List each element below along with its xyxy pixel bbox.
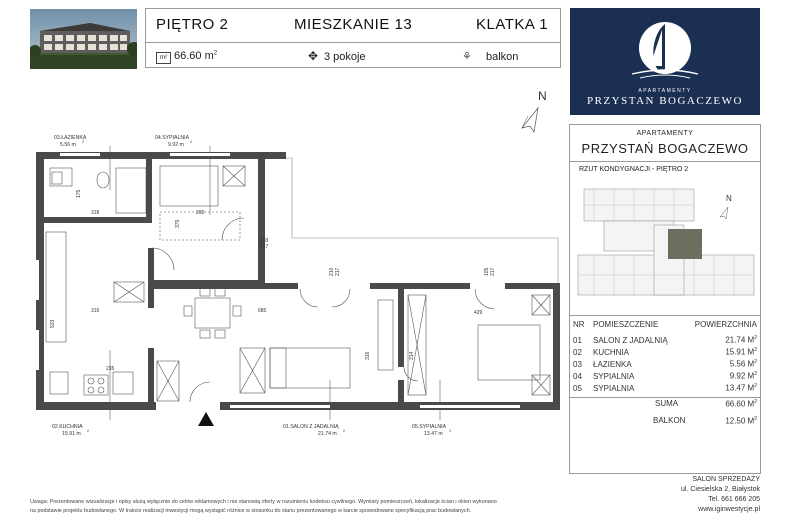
walls bbox=[36, 152, 560, 410]
dim-217a: 217 bbox=[260, 244, 269, 250]
label-sypialnia-05: 05.SYPIALNIA bbox=[412, 424, 447, 430]
north-label: N bbox=[538, 89, 547, 103]
logo-small-text: APARTAMENTY bbox=[638, 88, 692, 94]
label-kuchnia-area: 15.91 m bbox=[62, 431, 81, 437]
label-sypialnia-05-sup: 2 bbox=[449, 429, 451, 433]
mini-building-plan bbox=[574, 185, 758, 309]
table-row bbox=[573, 358, 757, 370]
sales-line-3: Tel. 661 666 205 bbox=[708, 496, 760, 503]
row-nr: 04 bbox=[573, 371, 582, 381]
highlighted-unit bbox=[668, 229, 702, 259]
table-row bbox=[573, 382, 757, 394]
door-icon bbox=[152, 248, 174, 270]
label-kuchnia-sup: 2 bbox=[87, 429, 89, 433]
dim-103: 103 bbox=[260, 238, 269, 244]
mini-north-icon bbox=[720, 207, 728, 219]
toilet-icon bbox=[97, 172, 109, 188]
kitchen-counter-icon bbox=[46, 232, 66, 342]
wardrobe-icon bbox=[378, 300, 393, 370]
label-kuchnia: 02.KUCHNIA bbox=[52, 424, 83, 430]
balcony-row-label: BALKON bbox=[653, 416, 686, 425]
label-lazienka: 03.ŁAZIENKA bbox=[54, 135, 87, 141]
dim-175: 175 bbox=[76, 189, 82, 198]
panel-title: PRZYSTAŃ BOGACZEWO bbox=[581, 141, 749, 156]
label-salon: 01.SALON Z JADALNIĄ bbox=[283, 424, 339, 430]
sales-line-2: ul. Ciesielska 2, Białystok bbox=[681, 486, 760, 493]
mini-north-label: N bbox=[726, 194, 732, 203]
balcony-icon: ⚘ bbox=[462, 51, 472, 63]
area-icon: m² bbox=[156, 52, 171, 64]
building-photo bbox=[30, 9, 137, 69]
bed-04-icon bbox=[160, 166, 218, 206]
row-name: KUCHNIA bbox=[593, 347, 630, 357]
balcony-row-value-text: 12.50 M bbox=[725, 416, 755, 426]
row-area-sup: 2 bbox=[754, 383, 757, 390]
panel-subtitle: APARTAMENTY bbox=[636, 130, 694, 137]
dim-685: 685 bbox=[258, 308, 267, 314]
balcony-label: balkon bbox=[486, 51, 519, 63]
sum-value-sup: 2 bbox=[754, 399, 757, 405]
sum-label: SUMA bbox=[655, 399, 679, 408]
dim-210: 210 bbox=[329, 267, 335, 276]
row-area: 21.74 M bbox=[725, 335, 755, 345]
row-area: 9.92 M bbox=[729, 371, 755, 381]
dining-table-icon bbox=[195, 298, 230, 328]
sales-line-1: SALON SPRZEDAŻY bbox=[692, 476, 760, 483]
disclaimer bbox=[30, 498, 570, 516]
balcony-row-value bbox=[725, 416, 757, 426]
row-nr: 03 bbox=[573, 359, 582, 369]
col-room: POMIESZCZENIE bbox=[593, 319, 659, 329]
floor-plan bbox=[0, 80, 565, 440]
dim-314: 314 bbox=[409, 351, 415, 360]
col-area: POWIERZCHNIA bbox=[694, 319, 757, 329]
stove-icon bbox=[84, 375, 108, 395]
table-row bbox=[573, 334, 757, 346]
sofa-icon bbox=[270, 348, 350, 388]
row-area-sup: 2 bbox=[754, 335, 757, 342]
dim-375: 375 bbox=[175, 219, 181, 228]
area-value-sup: 2 bbox=[213, 50, 218, 57]
col-nr: NR bbox=[573, 319, 585, 329]
bed-05-icon bbox=[478, 325, 540, 380]
row-area: 13.47 M bbox=[725, 383, 755, 393]
row-area-sup: 2 bbox=[754, 371, 757, 378]
label-salon-area: 21.74 m bbox=[318, 431, 337, 437]
dim-235: 235 bbox=[106, 366, 115, 372]
dim-318: 318 bbox=[91, 210, 100, 216]
staircase-label: KLATKA 1 bbox=[476, 16, 549, 33]
logo-panel bbox=[570, 8, 760, 115]
dim-265: 265 bbox=[196, 210, 205, 216]
dim-105: 105 bbox=[484, 267, 490, 276]
balcony-row-value-sup: 2 bbox=[754, 416, 757, 422]
balcony-outline bbox=[264, 158, 558, 285]
floor-label: PIĘTRO 2 bbox=[156, 16, 229, 33]
sum-value bbox=[725, 399, 757, 409]
room-table bbox=[573, 318, 757, 394]
table-row bbox=[573, 346, 757, 358]
label-sypialnia-05-area: 13.47 m bbox=[424, 431, 443, 437]
rooms-value: 3 pokoje bbox=[324, 51, 366, 63]
disclaimer-line-2: na podstawie projektu budowlanego. W trakcie realizacji inwestycji mogą wystąpić różnice w stosunku do stanu prezentowanego w karcie spowodowane specyfikacją prac budowlanych. bbox=[30, 508, 472, 514]
area-value-text: 66.60 m bbox=[174, 50, 214, 62]
info-panel bbox=[569, 124, 761, 474]
dim-217b: 217 bbox=[335, 267, 341, 276]
label-sypialnia-04-area: 9.92 m bbox=[168, 142, 184, 148]
sum-value-text: 66.60 M bbox=[725, 399, 755, 409]
header-box bbox=[145, 8, 561, 68]
disclaimer-line-1: Uwaga: Prezentowane wizualizacje i opisy służą wyłącznie do celów reklamowych i nie stanowią oferty w rozumieniu kodeksu cywilnego. Wymiary pomieszczeń, lokalizacje ścian i okien wykonano bbox=[30, 499, 497, 505]
rooms-icon: ✥ bbox=[308, 49, 319, 63]
entrance-arrow-icon bbox=[198, 412, 214, 426]
label-sypialnia-04-sup: 2 bbox=[190, 140, 192, 144]
table-row bbox=[573, 370, 757, 382]
dim-316b: 316 bbox=[365, 351, 371, 360]
row-name: ŁAZIENKA bbox=[593, 359, 632, 369]
apartment-label: MIESZKANIE 13 bbox=[294, 16, 413, 33]
row-area: 15.91 M bbox=[725, 347, 755, 357]
row-area-sup: 2 bbox=[754, 359, 757, 366]
label-sypialnia-04: 04.SYPIALNIA bbox=[155, 135, 190, 141]
row-nr: 05 bbox=[573, 383, 582, 393]
row-name: SALON Z JADALNIĄ bbox=[593, 335, 668, 345]
row-name: SYPIALNIA bbox=[593, 371, 635, 381]
dim-217c: 217 bbox=[490, 267, 496, 276]
label-lazienka-sup: 2 bbox=[82, 140, 84, 144]
label-lazienka-area: 5.56 m bbox=[60, 142, 76, 148]
sales-website-link[interactable]: www.iginwestycje.pl bbox=[698, 506, 760, 513]
dim-316a: 316 bbox=[91, 308, 100, 314]
sales-info bbox=[580, 475, 760, 515]
row-area: 5.56 M bbox=[729, 359, 755, 369]
plan-label: RZUT KONDYGNACJI - PIĘTRO 2 bbox=[579, 166, 689, 173]
area-value bbox=[174, 50, 217, 62]
row-name: SYPIALNIA bbox=[593, 383, 635, 393]
logo-large-text: PRZYSTAN BOGACZEWO bbox=[587, 95, 743, 107]
row-nr: 01 bbox=[573, 335, 582, 345]
row-nr: 02 bbox=[573, 347, 582, 357]
north-arrow-icon bbox=[522, 89, 547, 132]
dim-533: 533 bbox=[50, 319, 56, 328]
label-salon-sup: 2 bbox=[343, 429, 345, 433]
row-area-sup: 2 bbox=[754, 347, 757, 354]
dim-429: 429 bbox=[474, 310, 483, 316]
bathtub-icon bbox=[116, 168, 146, 213]
